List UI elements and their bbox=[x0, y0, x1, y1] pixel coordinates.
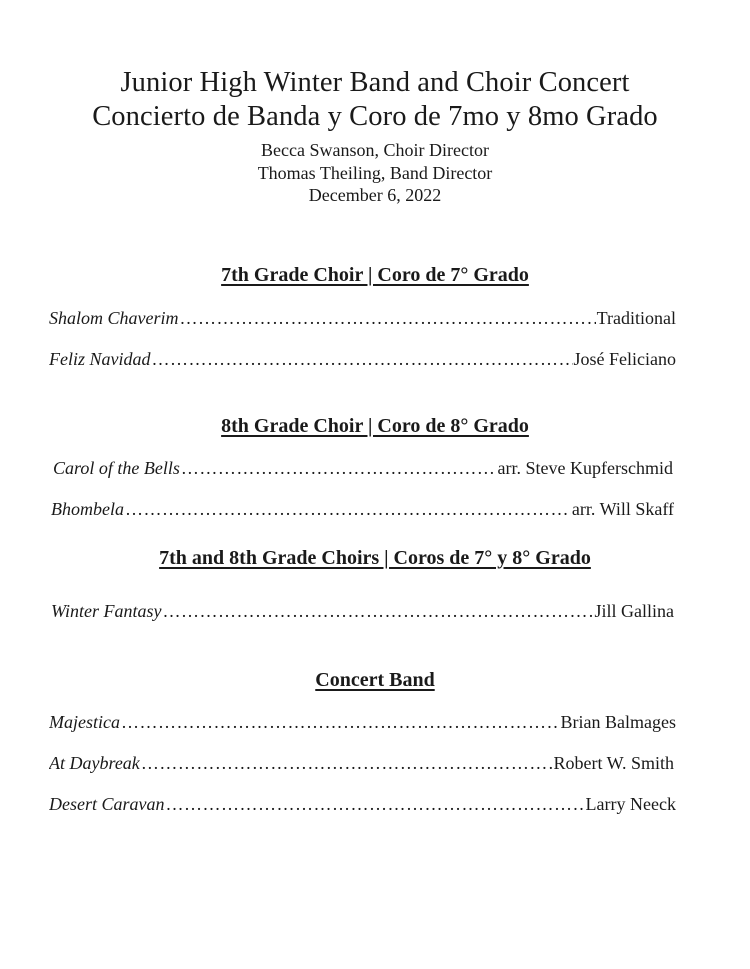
section-heading-7th-grade-choir: 7th Grade Choir | Coro de 7° Grado bbox=[221, 264, 529, 286]
program-item bbox=[49, 711, 676, 733]
title-spanish: Concierto de Banda y Coro de 7mo y 8mo Grado bbox=[92, 101, 658, 132]
program-item bbox=[51, 600, 674, 622]
piece-composer: Traditional bbox=[596, 308, 676, 328]
piece-title: Majestica bbox=[49, 712, 120, 732]
piece-title: Feliz Navidad bbox=[49, 349, 151, 369]
dot-leader bbox=[152, 348, 573, 370]
program-item bbox=[51, 498, 674, 520]
title-english: Junior High Winter Band and Choir Concert bbox=[120, 67, 630, 98]
program-item bbox=[49, 793, 676, 815]
piece-title: Winter Fantasy bbox=[51, 601, 162, 621]
piece-composer: José Feliciano bbox=[573, 349, 676, 369]
piece-composer: Larry Neeck bbox=[585, 794, 676, 814]
section-heading-8th-grade-choir: 8th Grade Choir | Coro de 8° Grado bbox=[221, 415, 529, 437]
program-item bbox=[49, 348, 676, 370]
dot-leader bbox=[180, 307, 596, 329]
dot-leader bbox=[181, 457, 497, 479]
dot-leader bbox=[141, 752, 553, 774]
piece-title: Bhombela bbox=[51, 499, 124, 519]
concert-date: December 6, 2022 bbox=[308, 185, 442, 205]
piece-composer: arr. Steve Kupferschmid bbox=[497, 458, 673, 478]
program-item bbox=[49, 752, 674, 774]
piece-composer: Robert W. Smith bbox=[553, 753, 674, 773]
piece-composer: Jill Gallina bbox=[594, 601, 674, 621]
program-item bbox=[53, 457, 673, 479]
dot-leader bbox=[166, 793, 585, 815]
dot-leader bbox=[163, 600, 594, 622]
piece-composer: arr. Will Skaff bbox=[571, 499, 674, 519]
dot-leader bbox=[125, 498, 571, 520]
piece-title: Carol of the Bells bbox=[53, 458, 180, 478]
band-director: Thomas Theiling, Band Director bbox=[257, 162, 493, 183]
dot-leader bbox=[121, 711, 560, 733]
piece-title: Desert Caravan bbox=[49, 794, 165, 814]
program-item bbox=[49, 307, 676, 329]
section-heading-concert-band: Concert Band bbox=[315, 669, 435, 691]
section-heading-combined-choirs: 7th and 8th Grade Choirs | Coros de 7° y 8° Grado bbox=[159, 547, 591, 569]
program-header bbox=[0, 66, 750, 207]
piece-title: At Daybreak bbox=[49, 753, 140, 773]
piece-composer: Brian Balmages bbox=[560, 712, 676, 732]
choir-director: Becca Swanson, Choir Director bbox=[261, 140, 489, 160]
piece-title: Shalom Chaverim bbox=[49, 308, 179, 328]
